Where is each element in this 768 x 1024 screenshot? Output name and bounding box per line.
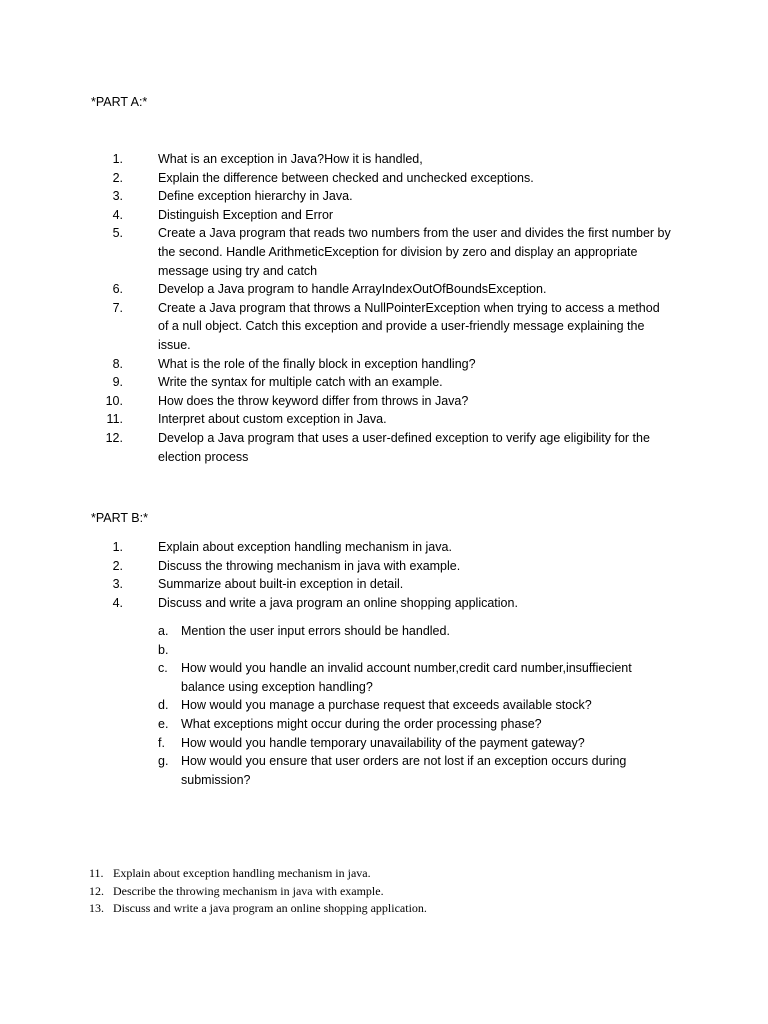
question-text: What is the role of the finally block in exception handling? [158,356,476,371]
sub-question-text: Mention the user input errors should be handled. [181,624,450,638]
question-text: Create a Java program that reads two numbers from the user and divides the first number by the second. Handle ArithmeticException for division by zero and display an appropriate message using try and catch [158,226,671,278]
sub-question-text: How would you handle an invalid account number,credit card number,insuffiecient balance using exception handling? [181,661,632,694]
question-number: 11. [106,412,123,427]
question-text: Develop a Java program to handle ArrayIndexOutOfBoundsException. [158,282,547,297]
question-text: Discuss and write a java program an online shopping application. [113,901,427,915]
list-item [0,355,768,374]
list-item [0,299,768,355]
part-b-heading: *PART B:* [91,511,148,525]
question-number: 3. [112,189,123,204]
question-text: Interpret about custom exception in Java. [158,412,387,427]
list-item [0,622,768,641]
list-item [0,883,768,901]
list-item [0,575,768,594]
list-item [0,752,768,789]
question-text: Summarize about built-in exception in detail. [158,577,404,592]
sub-question-text: How would you ensure that user orders are not lost if an exception occurs during submission? [181,754,627,787]
question-number: 1. [112,152,123,166]
list-item [0,900,768,918]
part-b-question-list [0,538,768,612]
part-b-sub-question-list [0,622,768,789]
sub-question-letter: a. [158,624,169,638]
question-number: 4. [112,595,123,610]
question-number: 3. [112,577,123,592]
question-text: How does the throw keyword differ from throws in Java? [158,393,469,408]
list-item [0,224,768,280]
question-text: Explain about exception handling mechanism in java. [113,866,371,880]
list-item [0,187,768,206]
list-item [0,659,768,696]
list-item [0,169,768,188]
list-item [0,557,768,576]
question-text: Define exception hierarchy in Java. [158,189,353,204]
question-number: 2. [112,170,123,185]
question-text: Explain the difference between checked and unchecked exceptions. [158,170,534,185]
sub-question-text: How would you handle temporary unavailability of the payment gateway? [181,735,585,750]
question-number: 11. [89,866,104,880]
question-number: 5. [112,226,123,241]
list-item [0,865,768,883]
question-text: Describe the throwing mechanism in java with example. [113,883,384,898]
question-text: Discuss and write a java program an online shopping application. [158,595,518,610]
list-item [0,280,768,299]
question-text: Develop a Java program that uses a user-defined exception to verify age eligibility for the election process [158,430,650,464]
list-item [0,696,768,715]
question-text: Discuss the throwing mechanism in java with example. [158,558,461,573]
list-item [0,538,768,557]
question-number: 13. [89,901,104,915]
question-number: 4. [112,207,123,222]
list-item [0,206,768,225]
sub-question-letter: c. [158,661,168,676]
list-item [0,641,768,660]
sub-question-letter: f. [158,735,165,750]
question-number: 8. [112,356,123,371]
part-a-heading: *PART A:* [91,95,148,109]
question-text: Create a Java program that throws a NullPointerException when trying to access a method of a null object. Catch this exception and provide a user-friendly message explaining the issue. [158,300,660,352]
sub-question-text: What exceptions might occur during the order processing phase? [181,716,542,731]
sub-question-text: How would you manage a purchase request that exceeds available stock? [181,698,592,713]
list-item [0,734,768,753]
question-number: 10. [105,393,123,408]
question-number: 12. [89,883,104,898]
list-item [0,410,768,429]
question-number: 12. [105,430,123,445]
question-number: 7. [112,300,123,315]
sub-question-letter: b. [158,642,169,657]
part-a-question-list [0,150,768,466]
list-item [0,715,768,734]
question-text: What is an exception in Java?How it is handled, [158,152,423,166]
question-number: 9. [112,375,123,390]
question-text: Distinguish Exception and Error [158,207,334,222]
question-text: Write the syntax for multiple catch with an example. [158,375,443,390]
list-item [0,373,768,392]
sub-question-letter: e. [158,716,169,731]
list-item [0,429,768,466]
question-text: Explain about exception handling mechanism in java. [158,540,452,554]
question-number: 6. [112,282,123,297]
list-item [0,594,768,613]
question-number: 2. [112,558,123,573]
extra-question-list [0,865,768,918]
list-item [0,150,768,169]
sub-question-letter: d. [158,698,169,713]
list-item [0,392,768,411]
question-number: 1. [112,540,123,554]
sub-question-letter: g. [158,754,169,769]
